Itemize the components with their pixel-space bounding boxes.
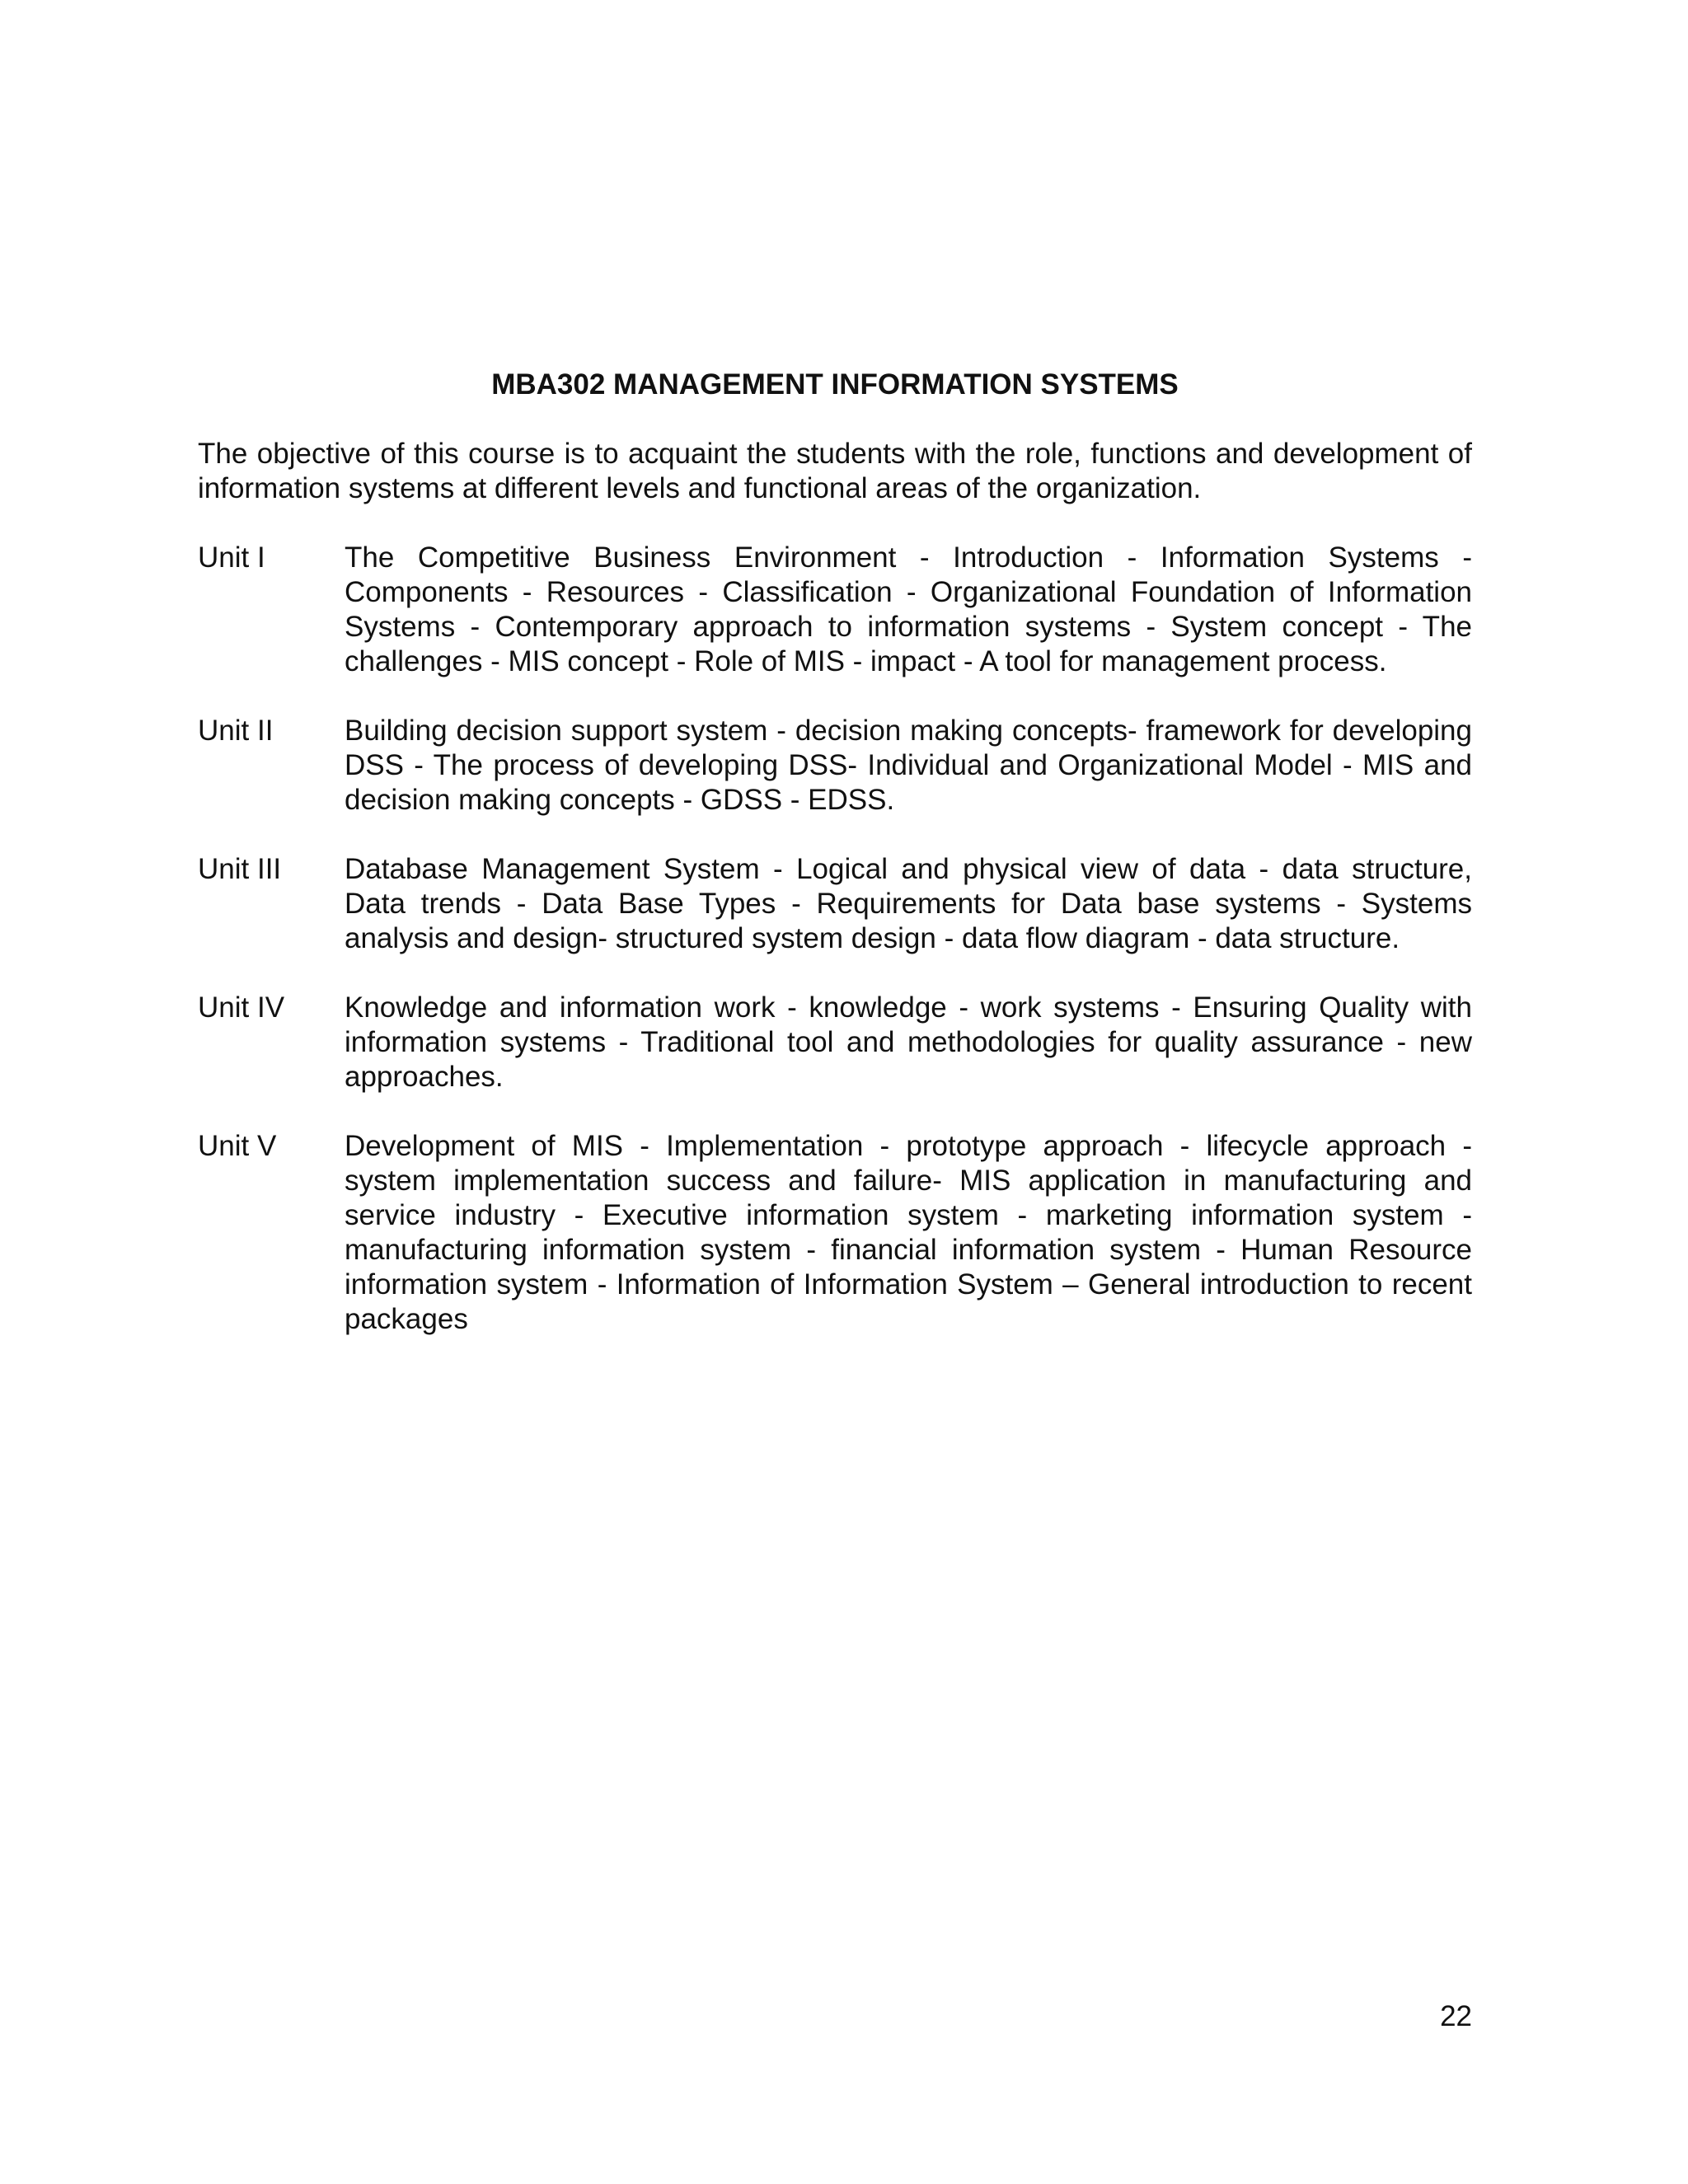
unit-label: Unit II bbox=[198, 715, 274, 747]
page-title: MBA302 MANAGEMENT INFORMATION SYSTEMS bbox=[491, 368, 1179, 401]
unit-item bbox=[198, 852, 1472, 956]
unit-label: Unit I bbox=[198, 541, 265, 574]
unit-item bbox=[198, 541, 1472, 679]
unit-item bbox=[198, 714, 1472, 818]
page-number: 22 bbox=[1440, 2000, 1472, 2032]
unit-description: The Competitive Business Environment - Introduction - Information Systems - Components - Resources - Classification - Organizational Foundation of Information Systems - Contemporary approach to information systems - System concept - The challenges - MIS concept - Role of MIS - impact - A tool for management process. bbox=[345, 541, 1472, 677]
unit-label: Unit V bbox=[198, 1130, 277, 1162]
course-objective: The objective of this course is to acquaint the students with the role, functions and development of information systems at different levels and functional areas of the organization. bbox=[198, 438, 1472, 504]
unit-list bbox=[198, 541, 1472, 1371]
unit-label: Unit IV bbox=[198, 991, 285, 1024]
unit-label: Unit III bbox=[198, 853, 282, 885]
unit-description: Development of MIS - Implementation - prototype approach - lifecycle approach - system implementation success and failure- MIS application in manufacturing and service industry - Executive information system - marketing information system - manufacturing information system - financial information system - Human Resource information system - Information of Information System – General introduction to recent packages bbox=[345, 1130, 1472, 1335]
unit-description: Database Management System - Logical and physical view of data - data structure, Data trends - Data Base Types - Requirements for Data base systems - Systems analysis and design- structured system design - data flow diagram - data structure. bbox=[345, 853, 1472, 954]
unit-description: Building decision support system - decision making concepts- framework for developing DSS - The process of developing DSS- Individual and Organizational Model - MIS and decision making concepts - GDSS - EDSS. bbox=[345, 715, 1472, 816]
unit-item bbox=[198, 991, 1472, 1094]
unit-item bbox=[198, 1129, 1472, 1337]
unit-description: Knowledge and information work - knowledge - work systems - Ensuring Quality with information systems - Traditional tool and methodologies for quality assurance - new approaches. bbox=[345, 991, 1472, 1093]
